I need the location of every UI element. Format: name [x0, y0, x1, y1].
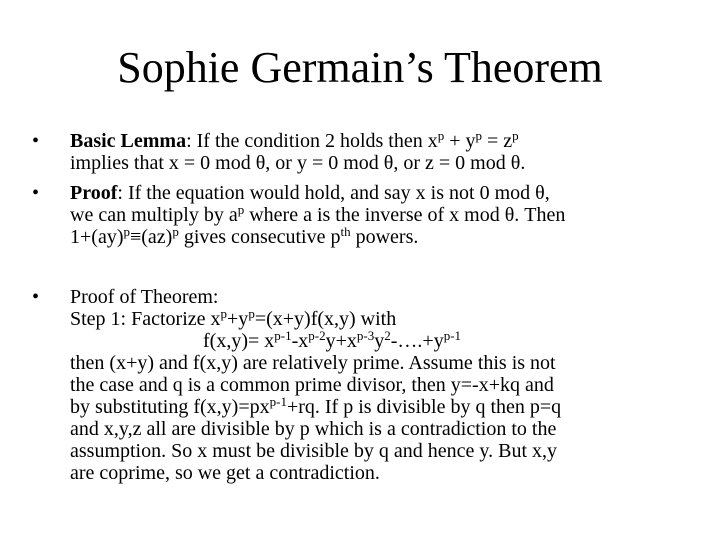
lemma-term: Basic Lemma	[70, 130, 187, 152]
theorem-proof-paragraph	[70, 286, 690, 484]
theorem-proof-line-7: and x,y,z all are divisible by p which is a contradiction to the	[70, 418, 557, 440]
basic-lemma-paragraph	[70, 130, 690, 174]
proof-line-3: 1+(ay)$^p$≡(az)$^p$ gives consecutive $p^{th}$ powers.	[70, 224, 419, 248]
theorem-proof-line-9: are coprime, so we get a contradiction.	[70, 462, 380, 484]
lemma-line-1: Basic Lemma: If the condition 2 holds then $x^p + y^p = z^p$	[70, 128, 519, 152]
theorem-proof-line-6: by substituting $f(x,y)=px^{p-1}+rq$. If p is divisible by q then p=q	[70, 394, 562, 418]
bullet-marker-lemma: •	[32, 130, 40, 152]
theorem-proof-line-4: then (x+y) and f(x,y) are relatively prime. Assume this is not	[70, 352, 556, 374]
proof-term: Proof	[70, 182, 118, 204]
theorem-proof-line-8: assumption. So x must be divisible by q and hence y. But x,y	[70, 440, 558, 462]
bullet-marker-theorem-proof: •	[32, 286, 40, 308]
proof-line-2: we can multiply by $a^p$ where a is the inverse of x mod θ. Then	[70, 202, 566, 226]
proof-line-1: Proof: If the equation would hold, and say x is not 0 mod θ,	[70, 182, 550, 204]
step-1-line: Step 1: Factorize $x^p+y^p=(x+y)f(x,y)$ with	[70, 306, 397, 330]
proof-paragraph	[70, 182, 690, 248]
theorem-proof-line-5: the case and q is a common prime divisor, then y=-x+kq and	[70, 374, 554, 396]
f-definition-line: $f(x,y)= x^{p-1}-x^{p-2}y+x^{p-3}y^2-\dots.+y^{p-1}$	[203, 328, 462, 352]
slide-title: Sophie Germain’s Theorem	[117, 43, 603, 92]
bullet-marker-proof: •	[32, 182, 40, 204]
theorem-proof-heading: Proof of Theorem:	[70, 286, 219, 308]
lemma-line-2: implies that x = 0 mod θ, or y = 0 mod θ, or z = 0 mod θ.	[70, 152, 526, 174]
